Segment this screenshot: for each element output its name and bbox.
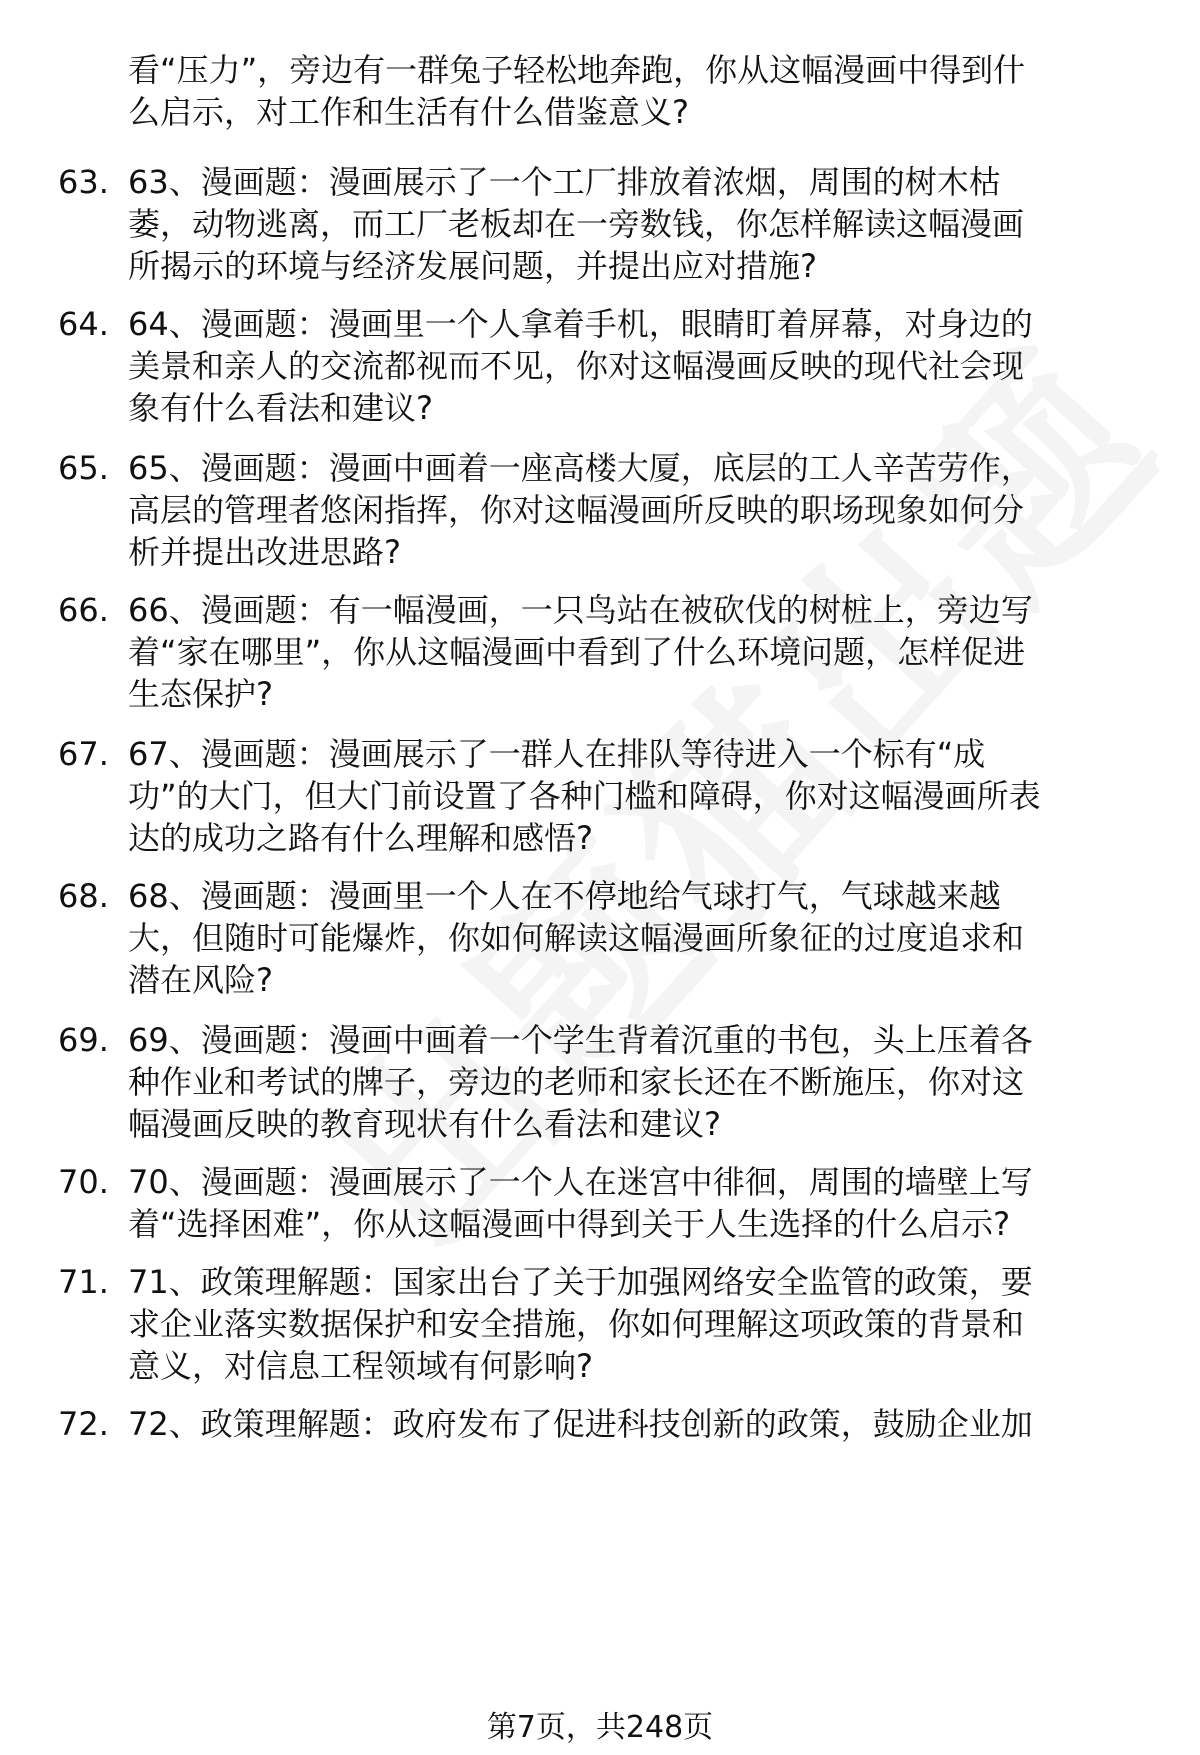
question-line: 意义，对信息工程领域有何影响? [128,1347,593,1385]
list-number: 71. [58,1263,109,1301]
list-number: 66. [58,591,109,629]
question-line: 66、漫画题：有一幅漫画，一只鸟站在被砍伐的树桩上，旁边写 [128,591,1033,629]
list-number: 70. [58,1163,109,1201]
question-line: 所揭示的环境与经济发展问题，并提出应对措施? [128,247,817,285]
question-line: 萎，动物逃离，而工厂老板却在一旁数钱，你怎样解读这幅漫画 [128,205,1025,243]
question-line: 72、政策理解题：政府发布了促进科技创新的政策，鼓励企业加 [128,1405,1033,1443]
question-line: 70、漫画题：漫画展示了一个人在迷宫中徘徊，周围的墙壁上写 [128,1163,1033,1201]
question-line: 种作业和考试的牌子，旁边的老师和家长还在不断施压，你对这 [128,1063,1025,1101]
question-line: 生态保护? [128,675,273,713]
question-line: 达的成功之路有什么理解和感悟? [128,819,593,857]
question-line: 着“家在哪里”，你从这幅漫画中看到了什么环境问题，怎样促进 [128,633,1026,671]
question-line: 67、漫画题：漫画展示了一群人在排队等待进入一个标有“成 [128,735,986,773]
question-line: 63、漫画题：漫画展示了一个工厂排放着浓烟，周围的树木枯 [128,163,1001,201]
list-number: 64. [58,305,109,343]
continued-text-line: 么启示，对工作和生活有什么借鉴意义? [128,93,689,131]
question-line: 大，但随时可能爆炸，你如何解读这幅漫画所象征的过度追求和 [128,919,1025,957]
list-number: 68. [58,877,109,915]
question-line: 幅漫画反映的教育现状有什么看法和建议? [128,1105,721,1143]
list-number: 65. [58,449,109,487]
page-footer: 第7页，共248页 [486,1710,714,1745]
list-number: 72. [58,1405,109,1443]
question-line: 64、漫画题：漫画里一个人拿着手机，眼睛盯着屏幕，对身边的 [128,305,1033,343]
question-line: 65、漫画题：漫画中画着一座高楼大厦，底层的工人辛苦劳作， [128,449,1033,487]
question-line: 象有什么看法和建议? [128,389,433,427]
question-line: 美景和亲人的交流都视而不见，你对这幅漫画反映的现代社会现 [128,347,1025,385]
list-number: 63. [58,163,109,201]
question-line: 功”的大门，但大门前设置了各种门槛和障碍，你对这幅漫画所表 [128,777,1041,815]
question-line: 求企业落实数据保护和安全措施，你如何理解这项政策的背景和 [128,1305,1025,1343]
question-line: 68、漫画题：漫画里一个人在不停地给气球打气，气球越来越 [128,877,1001,915]
question-line: 69、漫画题：漫画中画着一个学生背着沉重的书包，头上压着各 [128,1021,1033,1059]
question-line: 71、政策理解题：国家出台了关于加强网络安全监管的政策，要 [128,1263,1033,1301]
list-number: 67. [58,735,109,773]
question-line: 潜在风险? [128,961,273,999]
list-number: 69. [58,1021,109,1059]
continued-text-line: 看“压力”，旁边有一群兔子轻松地奔跑，你从这幅漫画中得到什 [128,51,1026,89]
question-line: 高层的管理者悠闲指挥，你对这幅漫画所反映的职场现象如何分 [128,491,1025,529]
question-line: 着“选择困难”，你从这幅漫画中得到关于人生选择的什么启示? [128,1205,1011,1243]
question-line: 析并提出改进思路? [128,533,401,571]
